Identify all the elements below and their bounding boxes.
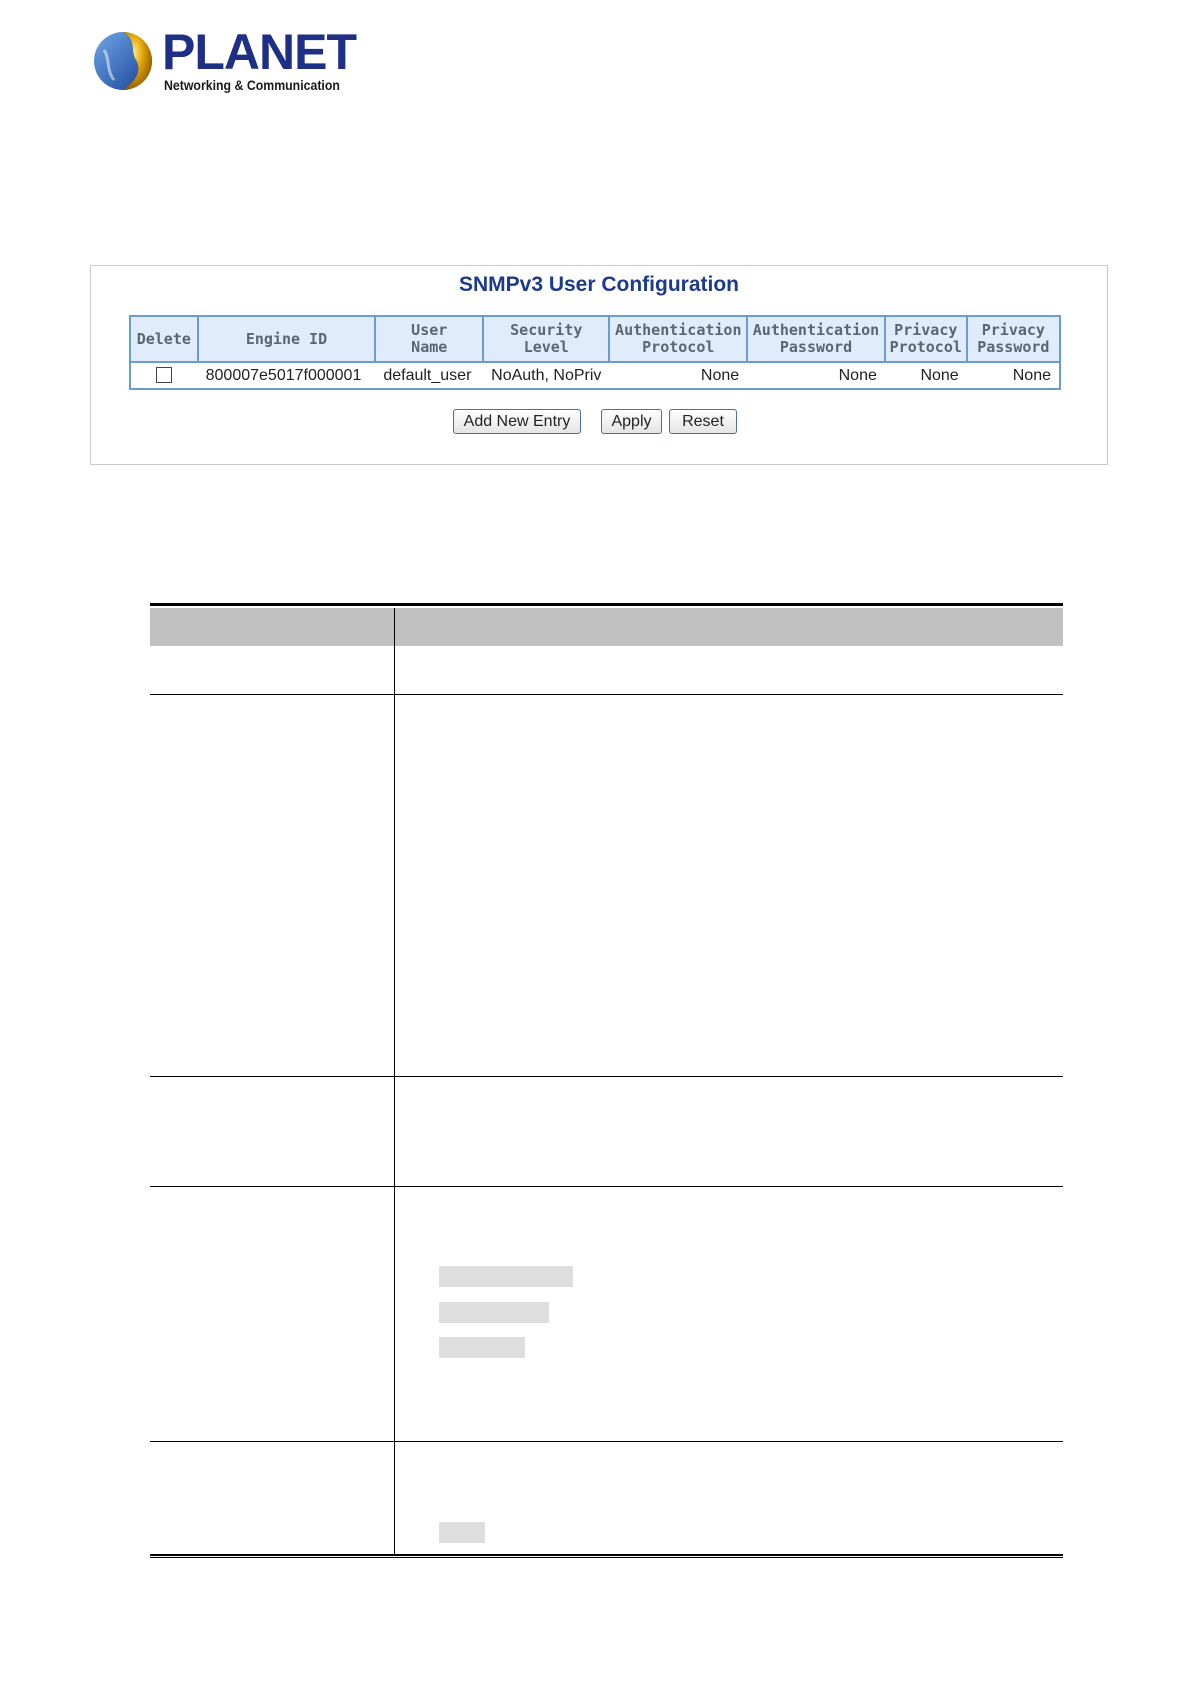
header-security-level-label: Security Level <box>510 321 583 356</box>
col-header-delete <box>130 316 198 362</box>
table-top-rule <box>150 603 1063 606</box>
header-auth-protocol-label: Authentication Protocol <box>615 321 742 356</box>
security-level-cell: NoAuth, NoPriv <box>483 362 609 389</box>
header-privacy-password-label: Privacy Password <box>977 321 1050 356</box>
row-description-cell <box>395 646 1063 694</box>
header-engine-id-label: Engine ID <box>245 329 328 348</box>
header-delete-label: Delete <box>136 329 191 348</box>
header-user-name-label: User Name <box>411 321 448 356</box>
globe-logo-icon <box>92 30 154 92</box>
delete-cell <box>130 362 198 389</box>
table-row <box>150 646 1063 695</box>
col-header-privacy-protocol <box>885 316 967 362</box>
row-description-cell <box>395 1187 1063 1441</box>
user-name-cell: default_user <box>375 362 483 389</box>
auth-password-cell: None <box>747 362 885 389</box>
privacy-protocol-cell: None <box>885 362 967 389</box>
engine-id-cell: 800007e5017f000001 <box>198 362 376 389</box>
apply-button[interactable]: Apply <box>601 409 662 434</box>
column-divider <box>394 608 395 1556</box>
table-row <box>130 362 1060 389</box>
col-header-privacy-password <box>967 316 1060 362</box>
row-object-cell <box>150 1442 394 1554</box>
col-header-auth-protocol <box>609 316 747 362</box>
table-row <box>150 1187 1063 1442</box>
highlighted-term <box>439 1302 549 1323</box>
col-header-engine-id <box>198 316 376 362</box>
table-row <box>150 695 1063 1077</box>
row-object-cell <box>150 1077 394 1186</box>
row-description-cell <box>395 1077 1063 1186</box>
highlighted-term <box>439 1266 573 1287</box>
snmpv3-user-table <box>129 315 1061 390</box>
row-description-cell <box>395 1442 1063 1554</box>
row-object-cell <box>150 695 394 1076</box>
add-new-entry-button[interactable]: Add New Entry <box>453 409 581 434</box>
highlighted-term <box>439 1337 525 1358</box>
header-auth-password-label: Authentication Password <box>752 321 880 356</box>
table-header-row <box>130 316 1060 362</box>
col-header-user-name <box>375 316 483 362</box>
logo-tagline: Networking & Communication <box>164 77 340 93</box>
table-bottom-rule <box>150 1554 1063 1558</box>
row-object-cell <box>150 646 394 694</box>
header-description-cell <box>396 608 1063 646</box>
row-object-cell <box>150 1187 394 1441</box>
auth-protocol-cell: None <box>609 362 747 389</box>
reset-button[interactable]: Reset <box>669 409 737 434</box>
logo-wordmark: PLANET <box>162 24 356 80</box>
planet-logo <box>92 24 356 98</box>
panel-title: SNMPv3 User Configuration <box>458 273 740 296</box>
col-header-auth-password <box>747 316 885 362</box>
header-privacy-protocol-label: Privacy Protocol <box>889 321 962 356</box>
snmpv3-user-config-panel <box>90 265 1108 465</box>
table-row <box>150 1077 1063 1187</box>
row-description-cell <box>395 695 1063 1076</box>
delete-checkbox[interactable] <box>156 367 172 383</box>
highlighted-term <box>439 1522 485 1543</box>
table-header <box>150 608 1063 646</box>
privacy-password-cell: None <box>967 362 1060 389</box>
table-row <box>150 1442 1063 1554</box>
col-header-security-level <box>483 316 609 362</box>
header-object-cell <box>150 608 394 646</box>
